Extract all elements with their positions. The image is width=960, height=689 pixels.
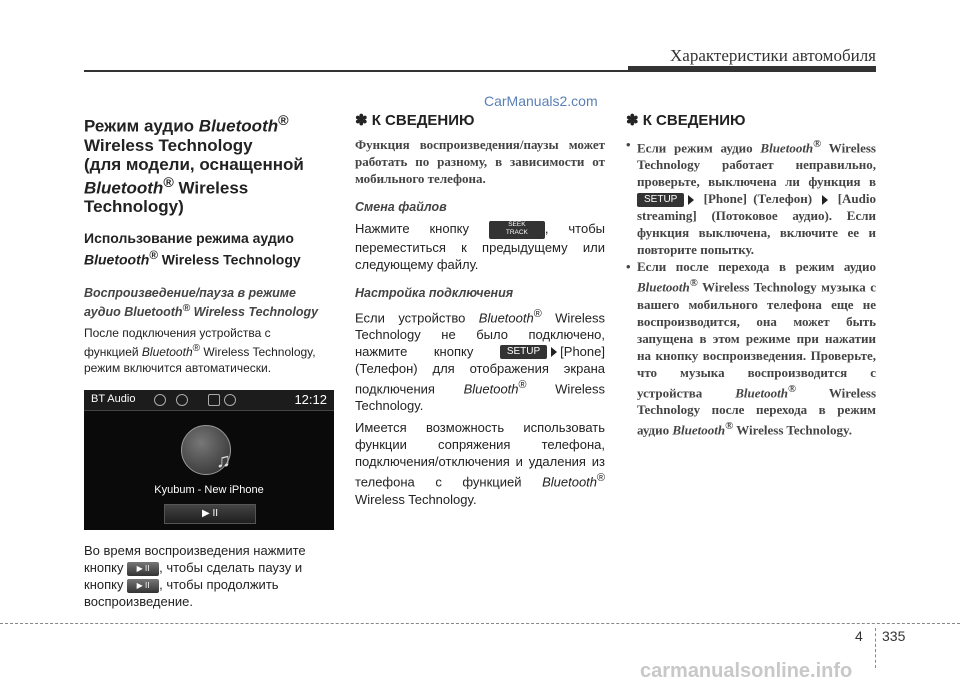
play-pause-button[interactable]: ▶ II	[164, 504, 256, 524]
arrow-right-icon	[822, 195, 828, 205]
arrow-right-icon	[551, 347, 557, 357]
footer-divider	[875, 628, 876, 668]
usb-status-icon	[208, 394, 220, 406]
section-title: Режим аудио Bluetooth® Wireless Technology (для модели, оснащенной Bluetooth® Wireless Technology)	[84, 113, 304, 217]
screen-clock: 12:12	[294, 392, 327, 408]
note-heading: ✽ К СВЕДЕНИЮ	[355, 112, 475, 129]
note-heading: ✽ К СВЕДЕНИЮ	[626, 112, 746, 129]
pairing-text: Имеется возможность использовать функции сопряжения телефона, подключения/отключения и удаления из телефона с функцией Bluetooth® Wireless Technology.	[355, 420, 605, 507]
play-pause-icon: ▶ II	[127, 562, 159, 576]
column-right	[626, 112, 876, 438]
bt-audio-screen	[84, 390, 334, 530]
site-watermark: carmanualsonline.info	[640, 660, 853, 682]
watermark-text: CarManuals2.com	[484, 93, 598, 109]
play-pause-heading: Воспроизведение/пауза в режиме аудио Bluetooth® Wireless Technology	[84, 285, 319, 320]
play-pause-icon: ▶ II	[127, 579, 159, 593]
note-text: Функция воспроизведения/паузы может работать по разному, в зависимости от мобильного телефона.	[355, 137, 605, 186]
pause-paragraph: Во время воспроизведения нажмите кнопку ▶ II , чтобы сделать паузу и кнопку ▶ II , чтобы продолжить воспроизведение.	[84, 543, 306, 610]
note-bullet: • Если режим аудио Bluetooth® Wireless Technology работает неправильно, проверьте, выключена ли функция в SETUP [Phone] (Телефон) [Audio streaming] (Потоковое аудио). Если функция выключена, включите ее и повторите попытку.	[626, 136, 876, 258]
arrow-right-icon	[688, 195, 694, 205]
connection-heading: Настройка подключения	[355, 285, 514, 300]
seek-track-icon: SEEK TRACK	[489, 221, 545, 239]
music-note-icon: ♫	[216, 450, 231, 473]
connection-text: Если устройство Bluetooth® Wireless Technology не было подключено, нажмите кнопку SETUP [Phone] (Телефон) для отображения экрана подключения Bluetooth® Wireless Technology.	[355, 307, 605, 414]
device-name: Kyubum - New iPhone	[154, 484, 264, 497]
screen-mode-label: BT Audio	[91, 393, 136, 406]
change-files-text: Нажмите кнопку SEEK TRACK , чтобы переместиться к предыдущему или следующему файлу.	[355, 220, 606, 272]
change-files-heading: Смена файлов	[355, 200, 447, 214]
subsection-title: Использование режима аудио Bluetooth® Wireless Technology	[84, 230, 301, 268]
running-header: Характеристики автомобиля	[670, 46, 876, 65]
column-middle	[355, 112, 605, 508]
footer-rule	[0, 623, 960, 624]
note-bullet: • Если после перехода в режим аудио Bluetooth® Wireless Technology музыка с вашего мобильного телефона еще не воспроизводится, она может быть запущена в этом режиме при нажатии на кнопку воспроизведения. Проверьте, что музыка воспроизводится с устройства Bluetooth® Wireless Technology после перехода в режим аудио Bluetooth® Wireless Technology.	[626, 258, 876, 438]
setup-icon: SETUP	[500, 345, 547, 359]
chapter-number: 4	[855, 628, 863, 644]
page-number: 335	[882, 628, 906, 644]
setup-icon: SETUP	[637, 193, 684, 207]
header-rule	[84, 70, 876, 72]
column-left	[84, 112, 334, 610]
connect-paragraph: После подключения устройства с функцией Bluetooth® Wireless Technology, режим включится автоматически.	[84, 326, 316, 376]
